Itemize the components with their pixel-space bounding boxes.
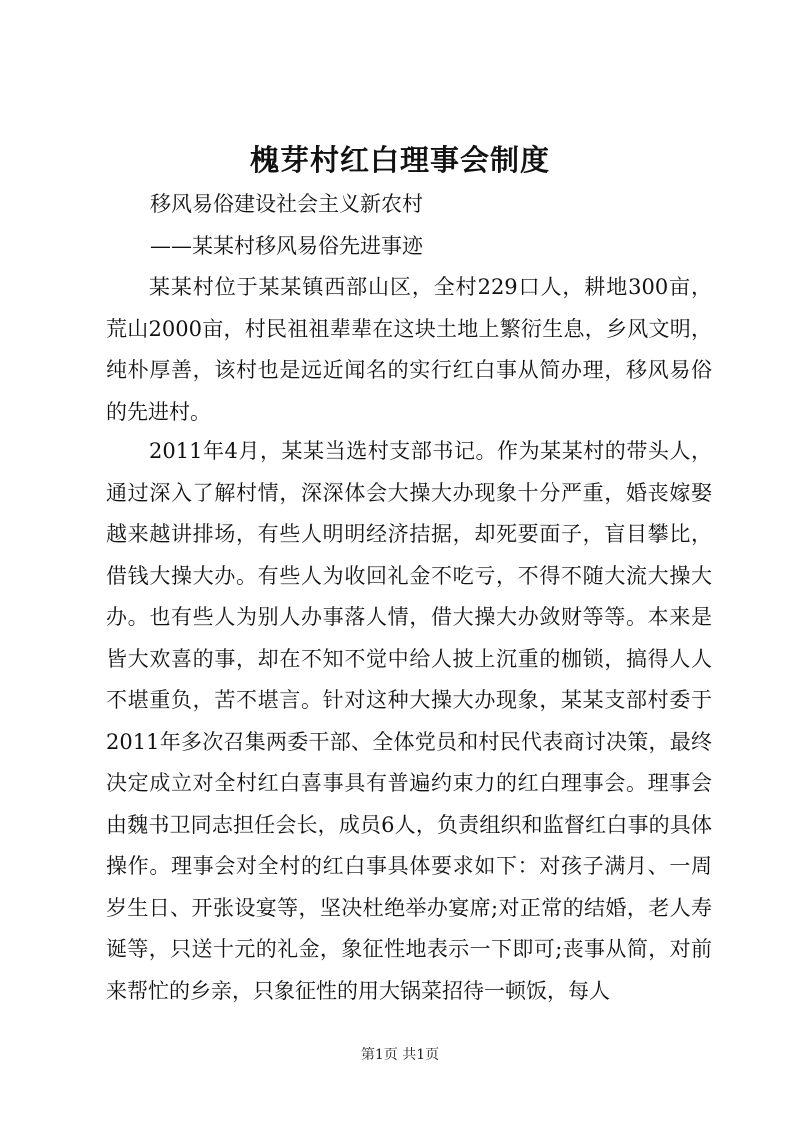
- document-subheading: ——某某村移风易俗先进事迹: [150, 234, 423, 258]
- paragraph-history: 2011年4月，某某当选村支部书记。作为某某村的带头人，通过深入了解村情，深深体会大操大办现象十分严重，婚丧嫁娶越来越讲排场，有些人明明经济拮据，却死要面子，盲目攀比，借钱大操大办。有些人为收回礼金不吃亏，不得不随大流大操大办。也有些人为别人办事落人情，借大操大办敛财等等。本来是皆大欢喜的事，却在不知不觉中给人披上沉重的枷锁，搞得人人不堪重负，苦不堪言。针对这种大操大办现象，某某支部村委于2011年多次召集两委干部、全体党员和村民代表商讨决策，最终决定成立对全村红白喜事具有普遍约束力的红白理事会。理事会由魏书卫同志担任会长，成员6人，负责组织和监督红白事的具体操作。理事会对全村的红白事具体要求如下：对孩子满月、一周岁生日、开张设宴等，坚决杜绝举办宴席;对正常的结婚，老人寿诞等，只送十元的礼金，象征性地表示一下即可;丧事从简，对前来帮忙的乡亲，只象征性的用大锅菜招待一顿饭，每人: [106, 439, 712, 1003]
- page-number-footer: 第1页 共1页: [360, 1047, 440, 1063]
- paragraph-intro: 某某村位于某某镇西部山区，全村229口人，耕地300亩，荒山2000亩，村民祖祖辈辈在这块土地上繁衍生息，乡风文明，纯朴厚善，该村也是远近闻名的实行红白事从简办理，移风易俗的先进村。: [106, 275, 712, 424]
- document-subtitle: 移风易俗建设社会主义新农村: [150, 192, 423, 216]
- document-title: 槐芽村红白理事会制度: [249, 143, 550, 177]
